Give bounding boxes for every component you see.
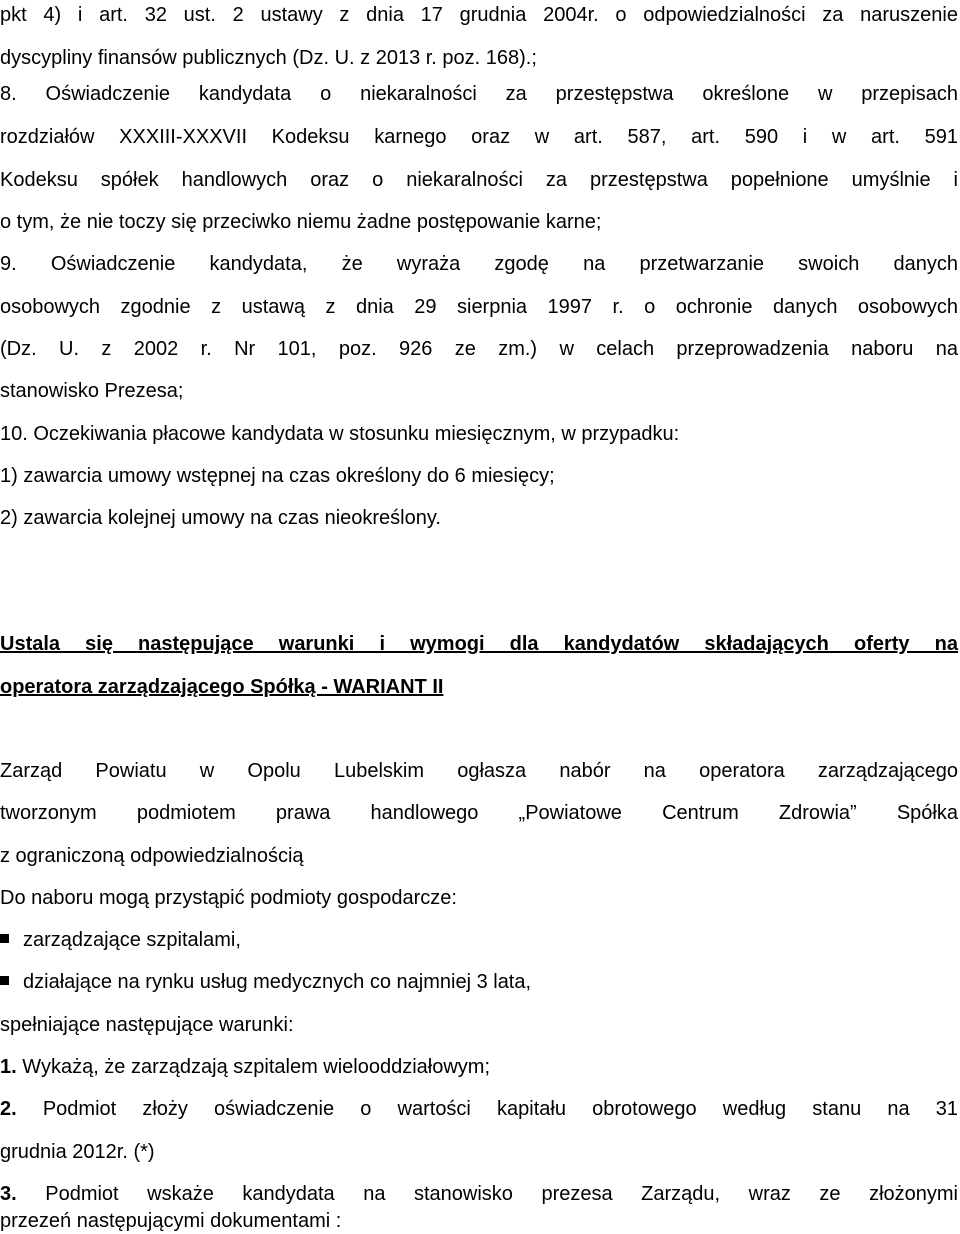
text-line: o tym, że nie toczy się przeciwko niemu żadne postępowanie karne;	[0, 211, 602, 233]
text-line: 10. Oczekiwania płacowe kandydata w stosunku miesięcznym, w przypadku:	[0, 423, 680, 445]
conditions-label: spełniające następujące warunki:	[0, 1014, 294, 1036]
section-heading: operatora zarządzającego Spółką - WARIANT II	[0, 676, 444, 698]
text-line: rozdziałów XXXIII-XXXVII Kodeksu karnego oraz w art. 587, art. 590 i w art. 591	[0, 126, 958, 148]
condition-item	[0, 1181, 958, 1207]
intro-text: tworzonym podmiotem prawa handlowego „Powiatowe Centrum Zdrowia” Spółka	[0, 802, 958, 824]
text-line: stanowisko Prezesa;	[0, 380, 184, 402]
condition-text: Podmiot wskaże kandydata na stanowisko prezesa Zarządu, wraz ze złożonymi	[16, 1183, 958, 1205]
bullet-list-item	[0, 927, 958, 953]
text-line: 2) zawarcia kolejnej umowy na czas nieokreślony.	[0, 507, 441, 529]
intro-text: Do naboru mogą przystąpić podmioty gospodarcze:	[0, 887, 457, 909]
intro-text: Zarząd Powiatu w Opolu Lubelskim ogłasza nabór na operatora zarządzającego	[0, 760, 958, 782]
section-heading: Ustala się następujące warunki i wymogi dla kandydatów składających oferty na	[0, 633, 958, 655]
text-line: dyscypliny finansów publicznych (Dz. U. z 2013 r. poz. 168).;	[0, 47, 537, 69]
square-bullet-icon	[0, 934, 9, 943]
intro-text: z ograniczoną odpowiedzialnością	[0, 845, 304, 867]
condition-text: Wykażą, że zarządzają szpitalem wielooddziałowym;	[16, 1056, 491, 1078]
square-bullet-icon	[0, 976, 9, 985]
text-line: osobowych zgodnie z ustawą z dnia 29 sierpnia 1997 r. o ochronie danych osobowych	[0, 296, 958, 318]
condition-item	[0, 1096, 958, 1122]
condition-number: 1.	[0, 1056, 17, 1078]
condition-continuation: grudnia 2012r. (*)	[0, 1141, 155, 1163]
bullet-text: zarządzające szpitalami,	[23, 929, 241, 951]
condition-item	[0, 1054, 958, 1080]
text-line: Kodeksu spółek handlowych oraz o niekaralności za przestępstwa popełnione umyślnie i	[0, 169, 958, 191]
text-line: 8. Oświadczenie kandydata o niekaralności za przestępstwa określone w przepisach	[0, 83, 958, 105]
condition-number: 2.	[0, 1098, 17, 1120]
condition-text: Podmiot złoży oświadczenie o wartości kapitału obrotowego według stanu na 31	[16, 1098, 958, 1120]
text-line: pkt 4) i art. 32 ust. 2 ustawy z dnia 17 grudnia 2004r. o odpowiedzialności za naruszenie	[0, 4, 958, 26]
bullet-text: działające na rynku usług medycznych co najmniej 3 lata,	[23, 971, 532, 993]
bullet-list-item	[0, 969, 958, 995]
text-line: 9. Oświadczenie kandydata, że wyraża zgodę na przetwarzanie swoich danych	[0, 253, 958, 275]
condition-continuation: przezeń następującymi dokumentami :	[0, 1210, 342, 1232]
text-line: (Dz. U. z 2002 r. Nr 101, poz. 926 ze zm.) w celach przeprowadzenia naboru na	[0, 338, 958, 360]
condition-number: 3.	[0, 1183, 17, 1205]
text-line: 1) zawarcia umowy wstępnej na czas określony do 6 miesięcy;	[0, 465, 555, 487]
